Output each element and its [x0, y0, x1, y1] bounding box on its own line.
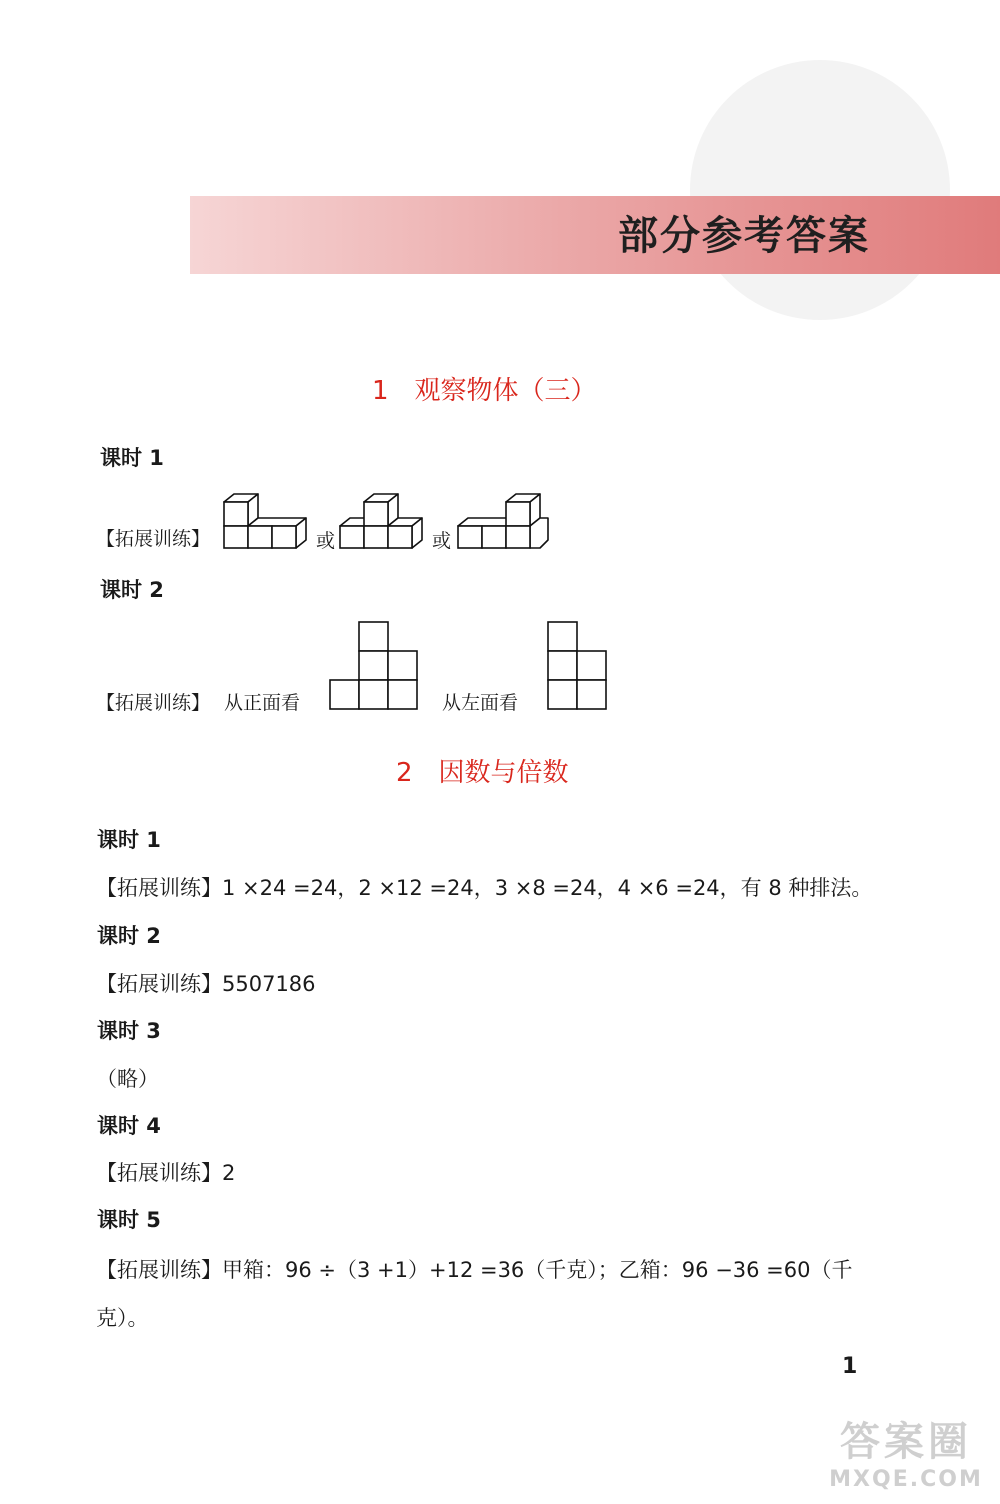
or-text: 或 [432, 530, 452, 552]
lesson-label: 课时 2 [100, 578, 164, 602]
training-prefix: 【拓展训练】 [96, 528, 211, 550]
lesson-label: 课时 5 [97, 1208, 161, 1232]
background-decoration [690, 60, 950, 320]
lesson-label: 课时 1 [97, 828, 161, 852]
answer-text-continued: 克）。 [96, 1306, 149, 1330]
cube-figure-3 [458, 490, 558, 550]
lesson-label: 课时 2 [97, 924, 161, 948]
watermark-title: 答案圈 [840, 1419, 972, 1465]
page-title: 部分参考答案 [618, 213, 870, 259]
left-view-grid [548, 622, 608, 712]
front-view-label: 从正面看 [224, 692, 301, 714]
section-title-1: 1 观察物体（三） [372, 376, 597, 406]
or-text: 或 [316, 530, 336, 552]
answer-text: 【拓展训练】5507186 [96, 972, 316, 996]
answer-text: 【拓展训练】1 ×24 =24，2 ×12 =24，3 ×8 =24，4 ×6 =24，有 8 种排法。 [96, 876, 873, 900]
left-view-label: 从左面看 [442, 692, 519, 714]
section-title-2: 2 因数与倍数 [396, 758, 569, 788]
watermark-logo [818, 1410, 994, 1500]
header-banner [190, 196, 1000, 274]
front-view-grid [330, 622, 420, 712]
lesson-label: 课时 1 [100, 446, 164, 470]
answer-text: 【拓展训练】甲箱：96 ÷（3 +1）+12 =36（千克）；乙箱：96 −36 =60（千 [96, 1258, 853, 1282]
training-prefix: 【拓展训练】 [96, 692, 211, 714]
lesson-label: 课时 3 [97, 1019, 161, 1043]
cube-figure-2 [340, 490, 440, 550]
watermark-url: MXQE.COM [829, 1467, 983, 1492]
cube-figure-1 [224, 490, 324, 550]
page-number: 1 [842, 1354, 858, 1379]
answer-text: （略） [96, 1067, 159, 1091]
lesson-label: 课时 4 [97, 1114, 161, 1138]
answer-text: 【拓展训练】2 [96, 1161, 236, 1185]
